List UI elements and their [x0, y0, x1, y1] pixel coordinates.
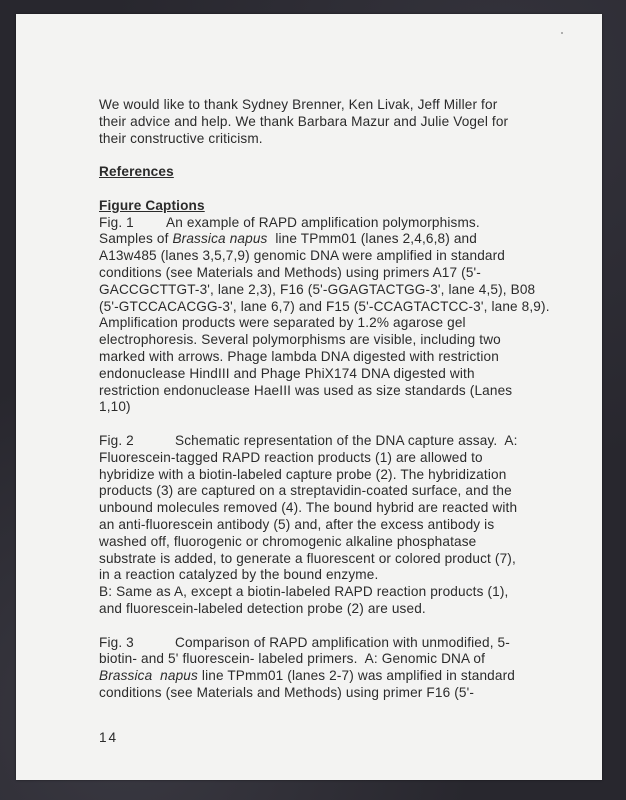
fig2-label: Fig. 2 [99, 432, 134, 448]
fig2-line: an anti-fluorescein antibody (5) and, after the excess antibody is [99, 516, 495, 532]
fig2-title-line [99, 433, 539, 450]
fig2-line: in a reaction catalyzed by the bound enzyme. [99, 567, 379, 583]
fig3-title-line [99, 635, 539, 652]
fig1-title-line [99, 215, 539, 232]
fig2-title: Schematic representation of the DNA capture assay. A: [175, 432, 518, 448]
fig1-line: conditions (see Materials and Methods) using primers A17 (5'- [99, 264, 481, 280]
page-number: 14 [99, 730, 119, 745]
ack-line: We would like to thank Sydney Brenner, Ken Livak, Jeff Miller for [99, 97, 498, 112]
fig2-line: products (3) are captured on a streptavidin-coated surface, and the [99, 483, 512, 499]
fig3-line [99, 668, 539, 685]
fig2-line: B: Same as A, except a biotin-labeled RAPD reaction products (1), [99, 584, 509, 600]
fig3-title: Comparison of RAPD amplification with unmodified, 5- [175, 634, 510, 650]
ack-line: their advice and help. We thank Barbara Mazur and Julie Vogel for [99, 113, 509, 129]
fig3-line: conditions (see Materials and Methods) using primer F16 (5'- [99, 684, 475, 700]
fig2-line: washed off, fluorogenic or chromogenic alkaline phosphatase [99, 533, 477, 549]
fig1-line: GACCGCTTGT-3', lane 2,3), F16 (5'-GGAGTACTGG-3', lane 4,5), B08 [99, 281, 536, 297]
fig1-line: A13w485 (lanes 3,5,7,9) genomic DNA were amplified in standard [99, 248, 506, 264]
fig3-caption [99, 635, 539, 702]
references-heading: References [99, 164, 174, 180]
fig1-line: restriction endonuclease HaeIII was used as size standards (Lanes [99, 382, 513, 398]
fig2-line: unbound molecules removed (4). The bound hybrid are reacted with [99, 500, 518, 516]
fig1-line: Amplification products were separated by 1.2% agarose gel [99, 315, 466, 331]
fig1-line: marked with arrows. Phage lambda DNA digested with restriction [99, 348, 499, 364]
acknowledgments-paragraph [99, 97, 539, 147]
fig1-text: line TPmm01 (lanes 2,4,6,8) and [267, 231, 477, 247]
fig2-line: substrate is added, to generate a fluorescent or colored product (7), [99, 550, 516, 566]
species-name: Brassica napus [172, 231, 268, 247]
fig1-title: An example of RAPD amplification polymorphisms. [166, 214, 480, 230]
scan-speck [561, 32, 563, 34]
fig3-text: line TPmm01 (lanes 2-7) was amplified in standard [197, 668, 515, 684]
ack-line: their constructive criticism. [99, 130, 263, 146]
fig2-caption [99, 433, 539, 618]
fig1-caption [99, 214, 550, 417]
figure-captions-heading: Figure Captions [99, 197, 205, 213]
fig2-line: and fluorescein-labeled detection probe (2) are used. [99, 600, 426, 616]
species-name: Brassica napus [99, 668, 198, 684]
fig2-line: Fluorescein-tagged RAPD reaction products (1) are allowed to [99, 449, 483, 465]
document-page [16, 14, 602, 780]
fig1-line [99, 231, 539, 248]
fig1-line: endonuclease HindIII and Phage PhiX174 DNA digested with [99, 365, 475, 381]
fig1-line: (5'-GTCCACACGG-3', lane 6,7) and F15 (5'-CCAGTACTCC-3', lane 8,9). [99, 298, 550, 314]
fig1-label: Fig. 1 [99, 214, 134, 230]
fig3-label: Fig. 3 [99, 634, 134, 650]
fig3-line: biotin- and 5' fluorescein- labeled primers. A: Genomic DNA of [99, 651, 486, 667]
fig1-line: 1,10) [99, 399, 131, 415]
fig1-line: electrophoresis. Several polymorphisms are visible, including two [99, 332, 501, 348]
fig2-line: hybridize with a biotin-labeled capture probe (2). The hybridization [99, 466, 507, 482]
fig1-text: Samples of [99, 231, 173, 247]
page-content [99, 97, 550, 702]
